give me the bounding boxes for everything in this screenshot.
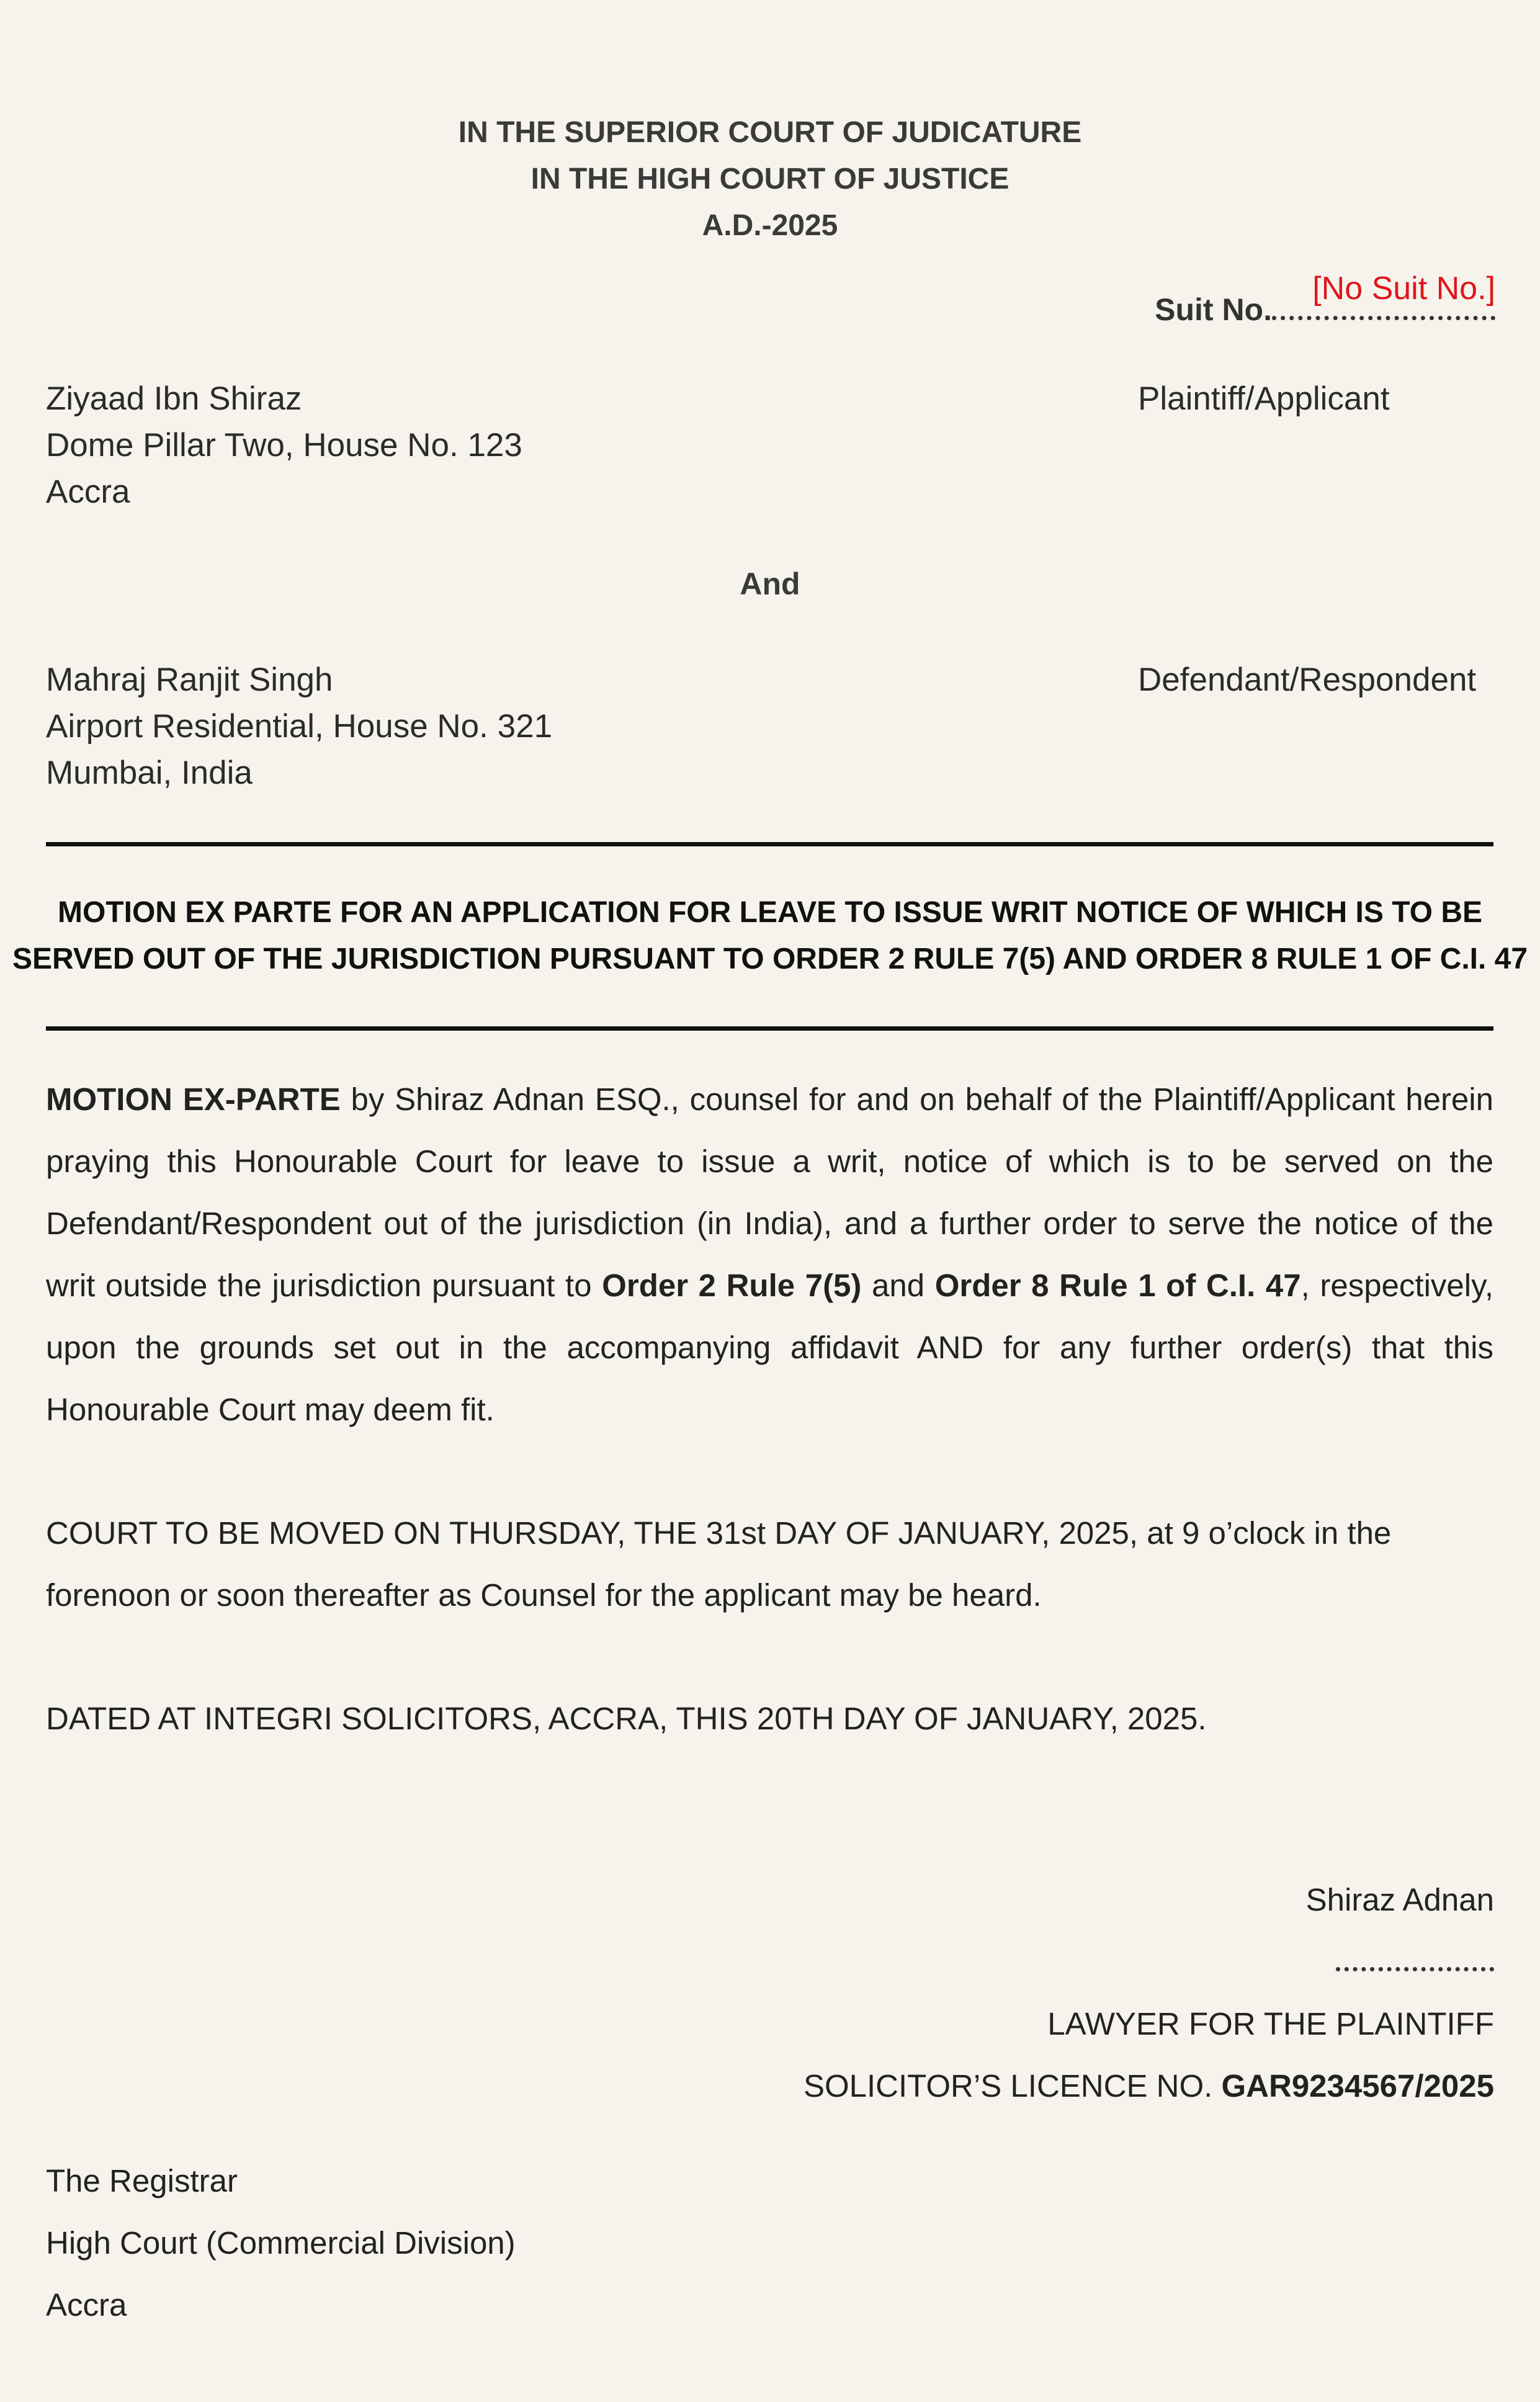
defendant-role: Defendant/Respondent (1138, 661, 1477, 698)
title-top-rule (46, 842, 1493, 846)
plaintiff-address-line2: Accra (46, 473, 130, 510)
signature-line (1336, 1942, 1494, 1979)
addressee-line2: High Court (Commercial Division) (46, 2225, 516, 2261)
licence-number: GAR9234567/2025 (1221, 2068, 1494, 2104)
defendant-address-line2: Mumbai, India (46, 755, 253, 791)
court-moved-paragraph: COURT TO BE MOVED ON THURSDAY, THE 31st DAY OF JANUARY, 2025, at 9 o’clock in the forenoon or soon thereafter as Counsel for the applicant may be heard. (46, 1515, 1392, 1613)
court-division: IN THE HIGH COURT OF JUSTICE (530, 163, 1010, 195)
motion-lead: MOTION EX-PARTE (46, 1082, 341, 1117)
suit-value: [No Suit No.] (1312, 271, 1495, 307)
dated-line: DATED AT INTEGRI SOLICITORS, ACCRA, THIS 20TH DAY OF JANUARY, 2025. (46, 1701, 1207, 1736)
order-ref-2: Order 8 Rule 1 of C.I. 47 (934, 1268, 1301, 1303)
suit-number (1155, 271, 1495, 328)
plaintiff-name: Ziyaad Ibn Shiraz (46, 380, 302, 417)
suit-label: Suit No. (1155, 292, 1272, 327)
addressee-line1: The Registrar (46, 2163, 238, 2198)
signatory-name: Shiraz Adnan (1305, 1882, 1494, 1917)
plaintiff-role: Plaintiff/Applicant (1138, 380, 1390, 417)
court-name: IN THE SUPERIOR COURT OF JUDICATURE (458, 116, 1082, 149)
court-year: A.D.-2025 (702, 209, 838, 242)
and-separator: And (740, 567, 800, 601)
addressee-line3: Accra (46, 2287, 127, 2323)
motion-title-line2: SERVED OUT OF THE JURISDICTION PURSUANT TO ORDER 2 RULE 7(5) AND ORDER 8 RULE 1 OF C.I. 47 (12, 943, 1528, 975)
solicitor-licence: SOLICITOR’S LICENCE NO. GAR9234567/2025 (803, 2068, 1494, 2104)
motion-title-line1: MOTION EX PARTE FOR AN APPLICATION FOR LEAVE TO ISSUE WRIT NOTICE OF WHICH IS TO BE (57, 896, 1483, 929)
defendant-address-line1: Airport Residential, House No. 321 (46, 708, 553, 745)
defendant-name: Mahraj Ranjit Singh (46, 661, 333, 698)
title-bottom-rule (46, 1026, 1493, 1031)
signatory-role: LAWYER FOR THE PLAINTIFF (1047, 2006, 1494, 2041)
motion-paragraph: MOTION EX-PARTE by Shiraz Adnan ESQ., counsel for and on behalf of the Plaintiff/Applicant herein praying this Honourable Court for leave to issue a writ, notice of which is to be served on the Defendant/Respondent out of the jurisdiction (in India), and a further order to serve the notice of the writ outside the jurisdiction pursuant to Order 2 Rule 7(5) and Order 8 Rule 1 of C.I. 47, respectively, upon the grounds set out in the accompanying affidavit AND for any further order(s) that this Honourable Court may deem fit. (46, 1082, 1493, 1427)
plaintiff-address-line1: Dome Pillar Two, House No. 123 (46, 427, 522, 464)
order-ref-1: Order 2 Rule 7(5) (602, 1268, 862, 1303)
suit-dotted-line (1272, 271, 1495, 320)
